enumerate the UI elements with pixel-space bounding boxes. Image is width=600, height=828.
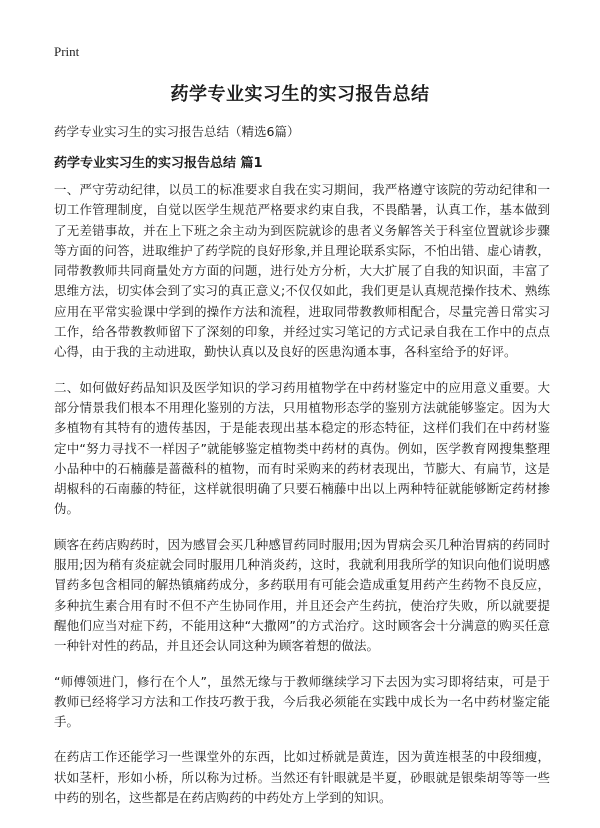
paragraph-5: 在药店工作还能学习一些课堂外的东西，比如过桥就是黄连，因为黄连根茎的中段细瘦，状如茎杆，形如小桥，所以称为过桥。当然还有针眼就是半夏，砂眼就是银柴胡等等一些中药的别名，这些都是在药店购药的中药处方上学到的知识。 (54, 749, 550, 806)
paragraph-2: 二、如何做好药品知识及医学知识的学习药用植物学在中药材鉴定中的应用意义重要。大部分情景我们根本不用理化鉴别的方法，只用植物形态学的鉴别方法就能够鉴定。因为大多植物有其特有的遗传基因，于是能表现出基本稳定的形态特征，这样们我们在中药材鉴定中“努力寻找不一样因子”就能够鉴定植物类中药材的真伪。例如，医学教育网搜集整理小品种中的石楠藤是蔷薇科的植物，而有时采购来的药材表现出，节膨大、有扁节，这是胡椒科的石南藤的特征，这样就很明确了只要石楠藤中出以上两种特征就能够断定药材掺伪。 (54, 379, 550, 517)
document-title: 药学专业实习生的实习报告总结 (170, 84, 430, 105)
print-link[interactable]: Print (54, 44, 80, 59)
document-subtitle: 药学专业实习生的实习报告总结（精选6篇） (54, 124, 300, 139)
document-body (54, 180, 550, 823)
section-heading: 药学专业实习生的实习报告总结 篇1 (54, 156, 263, 171)
paragraph-3: 顾客在药店购药时，因为感冒会买几种感冒药同时服用;因为胃病会买几种治胃病的药同时服用;因为稍有炎症就会同时服用几种消炎药，这时，我就利用我所学的知识向他们说明感冒药多包含相同的解热镇痛药成分，多药联用有可能会造成重复用药产生药物不良反应，多种抗生素合用有时不但不产生协同作用，并且还会产生药抗，使治疗失败，所以就要提醒他们应当对症下药，不能用这种“大撒网”的方式治疗。这时顾客会十分满意的购买任意一种针对性的药品，并且还会认同这种为顾客着想的做法。 (54, 536, 550, 654)
paragraph-1: 一、严守劳动纪律，以员工的标准要求自我在实习期间，我严格遵守该院的劳动纪律和一切工作管理制度，自觉以医学生规范严格要求约束自我，不畏酷暑，认真工作，基本做到了无差错事故，并在上下班之余主动为到医院就诊的患者义务解答关于科室位置就诊步骤等方面的问答，进取维护了药学院的良好形象,并且理论联系实际，不怕出错、虚心请教，同带教教师共同商量处方方面的问题，进行处方分析，大大扩展了自我的知识面，丰富了思维方法，切实体会到了实习的真正意义;不仅仅如此，我们更是认真规范操作技术、熟练应用在平常实验课中学到的操作方法和流程，进取同带教教师相配合，尽量完善日常实习工作，给各带教教师留下了深刻的印象，并经过实习笔记的方式记录自我在工作中的点点心得，由于我的主动进取，勤快认真以及良好的医患沟通本事，各科室给予的好评。 (54, 182, 550, 360)
paragraph-4: “师傅领进门，修行在个人”，虽然无缘与于教师继续学习下去因为实习即将结束，可是于教师已经将学习方法和工作技巧教于我，今后我必须能在实践中成长为一名中药材鉴定能手。 (54, 673, 550, 730)
